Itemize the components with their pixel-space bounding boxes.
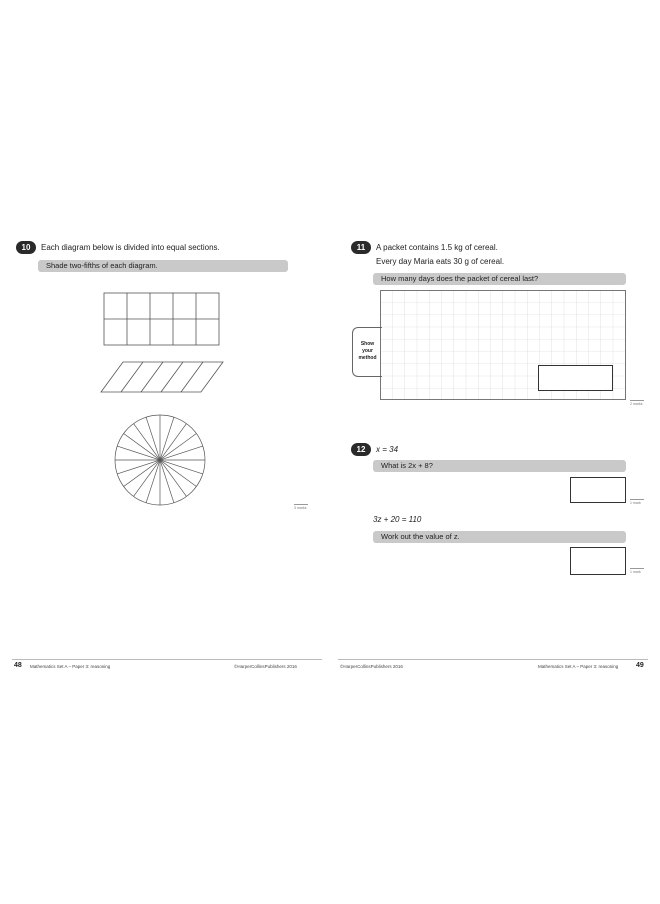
footer-rule-left: [12, 659, 322, 660]
show-your-method-tab: [352, 327, 382, 377]
question-10-instruction: Shade two-fifths of each diagram.: [38, 260, 288, 272]
question-10-marks: 3 marks: [294, 506, 307, 510]
question-10-text: Each diagram below is divided into equal sections.: [41, 243, 220, 252]
question-12-number: 12: [351, 443, 371, 456]
question-10-number: 10: [16, 241, 36, 254]
question-12-given: x = 34: [376, 445, 399, 454]
question-12a-marks: 1 mark: [630, 501, 641, 505]
method-tab-line-3: method: [358, 355, 377, 361]
footer-rule-right: [338, 659, 648, 660]
marks-line: [294, 504, 308, 505]
question-12b-marks: 1 mark: [630, 570, 641, 574]
circle-diagram[interactable]: [113, 413, 207, 507]
page-number-right: 49: [636, 662, 644, 669]
rectangle-diagram[interactable]: [103, 292, 220, 347]
question-12a-answer-box[interactable]: [570, 477, 626, 503]
footer-title-right: Mathematics Set A – Paper 3: reasoning: [538, 664, 619, 669]
footer-title-left: Mathematics Set A – Paper 3: reasoning: [30, 664, 111, 669]
footer-copyright-right: ©HarperCollinsPublishers 2016: [340, 664, 403, 669]
question-11-answer-box[interactable]: [538, 365, 613, 391]
method-tab-line-1: Show: [360, 341, 375, 347]
question-11-text: A packet contains 1.5 kg of cereal.: [376, 243, 498, 252]
question-12-equation: 3z + 20 = 110: [373, 515, 422, 524]
parallelogram-diagram[interactable]: [100, 361, 224, 393]
marks-line: [630, 400, 644, 401]
question-11-instruction: How many days does the packet of cereal last?: [373, 273, 626, 285]
footer-copyright-left: ©HarperCollinsPublishers 2016: [234, 664, 297, 669]
question-11-marks: 2 marks: [630, 402, 643, 406]
page-number-left: 48: [14, 662, 22, 669]
question-11-text-2: Every day Maria eats 30 g of cereal.: [376, 257, 505, 266]
question-12-part-b: Work out the value of z.: [373, 531, 626, 543]
method-tab-line-2: your: [362, 348, 373, 354]
question-11-number: 11: [351, 241, 371, 254]
question-12b-answer-box[interactable]: [570, 547, 626, 575]
question-12-part-a: What is 2x + 8?: [373, 460, 626, 472]
marks-line: [630, 568, 644, 569]
marks-line: [630, 499, 644, 500]
